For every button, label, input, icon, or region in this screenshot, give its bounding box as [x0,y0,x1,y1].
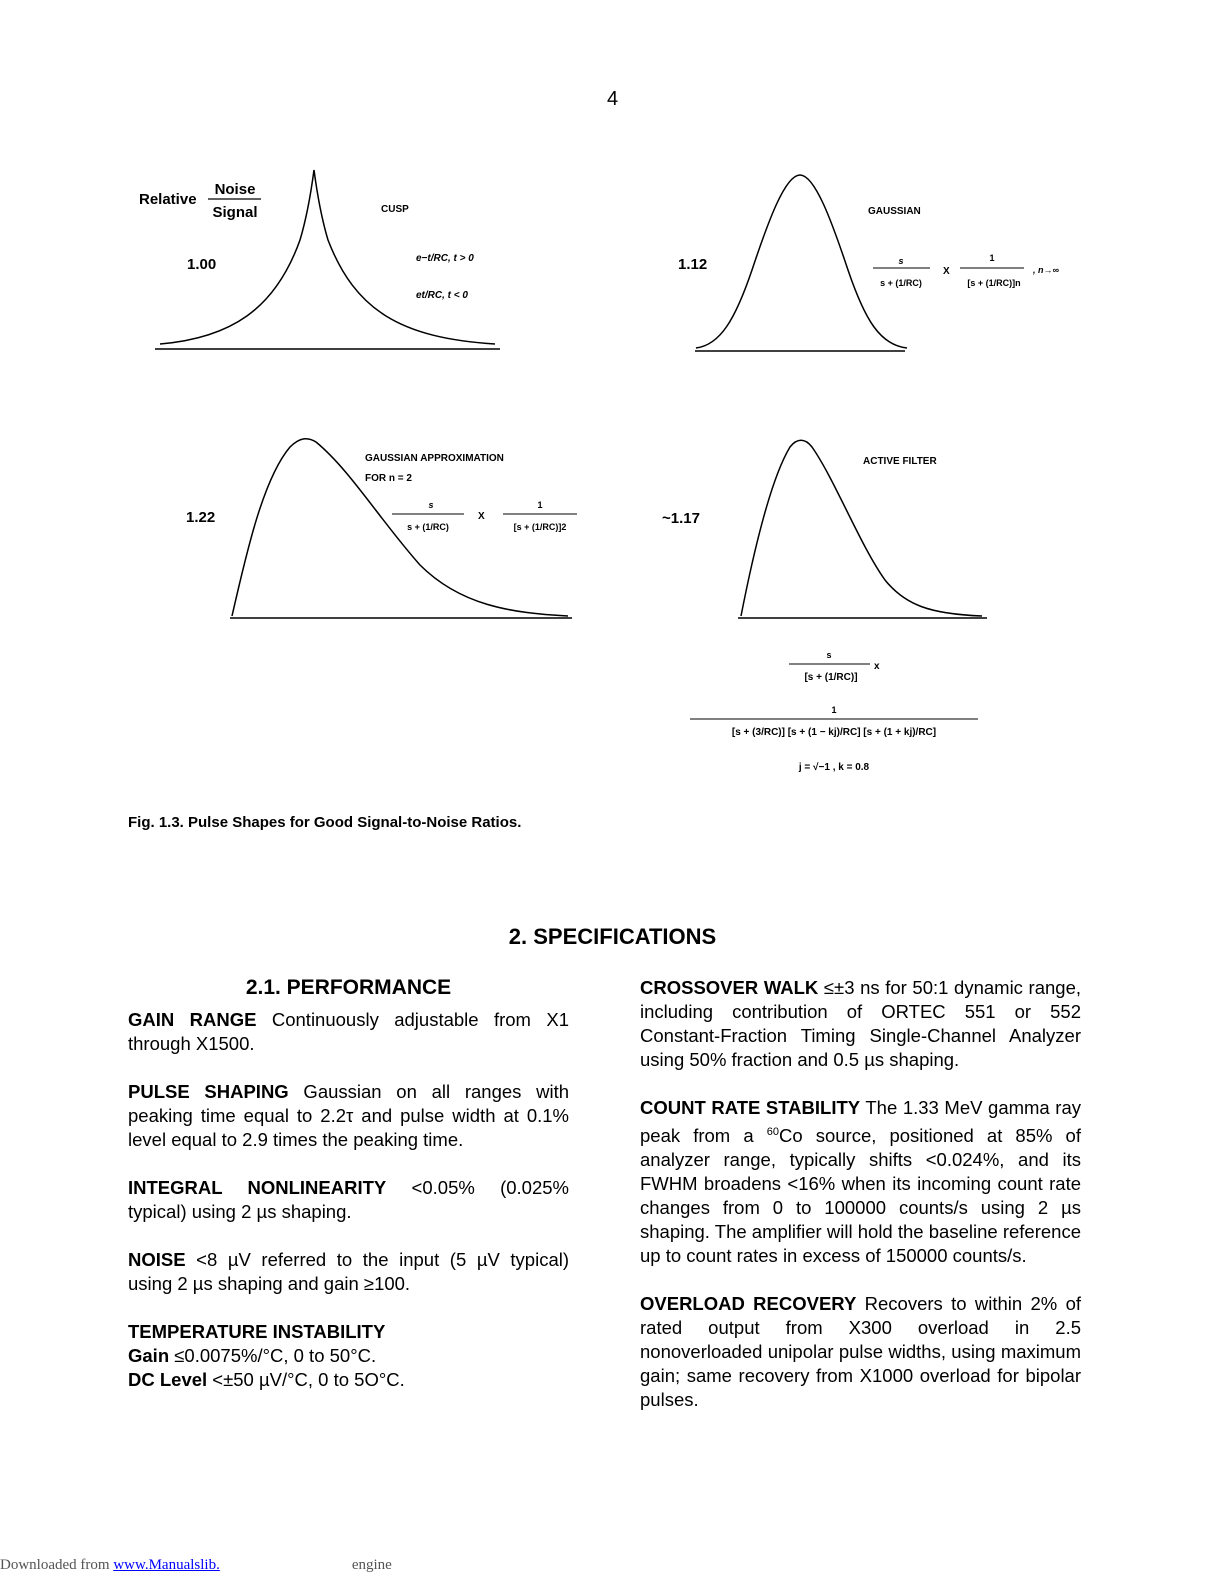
gaussian-approx-panel [186,439,577,618]
figure-caption: Fig. 1.3. Pulse Shapes for Good Signal-to-Noise Ratios. [128,814,522,831]
gaussian-curve [696,175,907,348]
right-column [640,976,1081,1436]
gaussian-value: 1.12 [678,256,708,273]
svg-text:X: X [943,266,950,277]
manualslib-link[interactable]: www.Manualslib. [113,1557,220,1573]
gaussian-name: GAUSSIAN [868,206,921,217]
noise-label: Noise [214,181,256,198]
approx-name-2: FOR n = 2 [365,473,412,484]
page-number: 4 [606,88,619,110]
active-filter-panel [662,440,987,773]
svg-text:s + (1/RC): s + (1/RC) [880,278,922,288]
cusp-formula-2: et/RC, t < 0 [416,290,468,301]
footer [0,1557,392,1574]
section-title: 2. SPECIFICATIONS [508,924,717,949]
svg-text:1: 1 [831,705,837,715]
active-curve [741,440,982,616]
spec-temperature-instability: TEMPERATURE INSTABILITY Gain ≤0.0075%/°C, 0 to 50°C. DC Level <±50 µV/°C, 0 to 5O°C. [128,1321,405,1390]
spec-gain-range: GAIN RANGE Continuously adjustable from X1 through X1500. [128,1009,570,1054]
left-column [128,976,569,1416]
relative-label: Relative [139,191,197,208]
spec-noise: NOISE <8 µV referred to the input (5 µV typical) using 2 µs shaping and gain ≥100. [128,1249,569,1294]
svg-text:1: 1 [989,253,995,263]
svg-text:[s + (1/RC)]: [s + (1/RC)] [804,672,858,683]
performance-subheading: 2.1. PERFORMANCE [245,976,452,999]
svg-text:[s + (1/RC)]2: [s + (1/RC)]2 [513,522,567,532]
spec-crossover-walk: CROSSOVER WALK ≤±3 ns for 50:1 dynamic range, including contribution of ORTEC 551 or 552 Constant-Fraction Timing Single-Channel Analyzer using 50% fraction and 0.5 µs shaping. [640,977,1081,1070]
active-name: ACTIVE FILTER [863,456,937,467]
spec-pulse-shaping: PULSE SHAPING Gaussian on all ranges with peaking time equal to 2.2τ and pulse width at 0.1% level equal to 2.9 times the peaking time. [128,1081,570,1150]
svg-text:[s + (3/RC)] [s + (1 − kj)/RC]: [s + (3/RC)] [s + (1 − kj)/RC] [s + (1 + kj)/RC] [731,727,937,738]
svg-text:x: x [874,661,880,672]
cusp-panel [139,170,500,349]
svg-text:s: s [826,650,832,660]
footer-prefix: Downloaded from [0,1557,114,1573]
gaussian-panel [678,175,1059,351]
svg-text:j = √−1 , k = 0.8: j = √−1 , k = 0.8 [798,762,870,773]
signal-label: Signal [212,204,258,221]
svg-text:s: s [898,256,904,266]
svg-text:[s + (1/RC)]n: [s + (1/RC)]n [967,278,1021,288]
cusp-name: CUSP [381,204,409,215]
svg-text:1: 1 [537,500,543,510]
active-value: ~1.17 [662,510,700,527]
spec-overload-recovery: OVERLOAD RECOVERY Recovers to within 2% of rated output from X300 overload in 2.5 nonoverloaded unipolar pulse widths, using maximum gain; same recovery from X1000 overload for bipolar pulses. [640,1293,1081,1411]
svg-text:s + (1/RC): s + (1/RC) [407,522,449,532]
approx-name: GAUSSIAN APPROXIMATION [365,453,504,464]
svg-text:s: s [428,500,434,510]
cusp-formula-1: e−t/RC, t > 0 [416,253,474,264]
cusp-value: 1.00 [187,256,217,273]
footer-suffix: engine [351,1557,392,1573]
spec-count-rate-stability: COUNT RATE STABILITY The 1.33 MeV gamma ray peak from a $^{60}$Co source, positioned at 85% of analyzer range, typically shifts <0.024%, and its FWHM broadens <16% when its incoming count rate changes from 0 to 100000 counts/s using 2 µs shaping. The amplifier will hold the baseline reference up to count rates in excess of 150000 counts/s. [640,1097,1081,1267]
approx-value: 1.22 [186,509,216,526]
spec-integral-nonlinearity: INTEGRAL NONLINEARITY <0.05% (0.025% typical) using 2 µs shaping. [128,1177,570,1222]
svg-text:X: X [478,511,485,522]
svg-text:, n→∞: , n→∞ [1033,265,1059,275]
